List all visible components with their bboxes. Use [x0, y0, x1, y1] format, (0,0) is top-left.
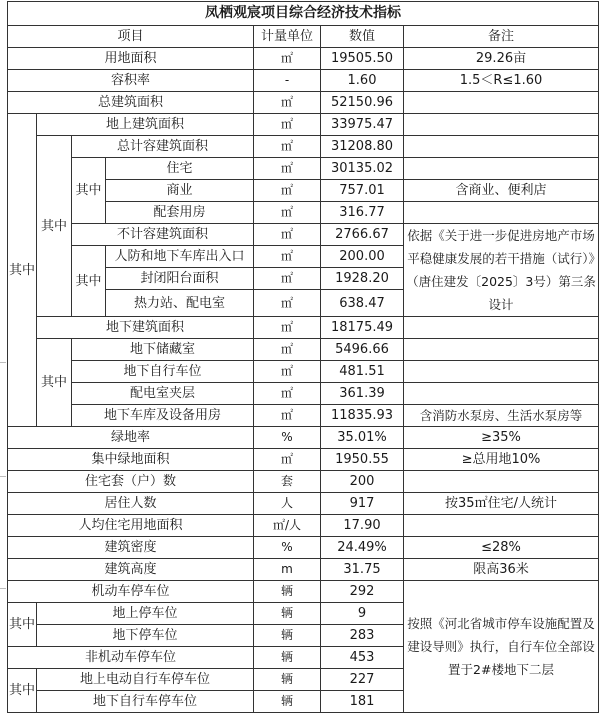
- row-note: [404, 158, 599, 180]
- row-item: 住宅套（户）数: [8, 471, 254, 493]
- row-item: 地下车库及设备用房: [72, 405, 254, 427]
- row-unit: ㎡: [254, 158, 321, 180]
- row-unit: ㎡: [254, 361, 321, 383]
- row-unit: ㎡: [254, 268, 321, 290]
- row-note: [404, 383, 599, 405]
- table-row: [8, 537, 599, 559]
- row-value: 17.90: [321, 515, 404, 537]
- row-item: 地下自行车位: [72, 361, 254, 383]
- table-row: [8, 471, 599, 493]
- row-item: 地下停车位: [37, 625, 254, 647]
- row-item: 地上停车位: [37, 603, 254, 625]
- row-value: 11835.93: [321, 405, 404, 427]
- row-value: 31208.80: [321, 136, 404, 158]
- row-unit: %: [254, 537, 321, 559]
- row-note: [404, 136, 599, 158]
- row-item: 地下储藏室: [72, 339, 254, 361]
- group-label: 其中: [72, 158, 106, 224]
- row-item: 地上电动自行车停车位: [37, 669, 254, 691]
- row-unit: %: [254, 427, 321, 449]
- row-value: 1950.55: [321, 449, 404, 471]
- row-item: 用地面积: [8, 48, 254, 70]
- page-edge-mark: [0, 588, 6, 589]
- table-title: 凤栖观宸项目综合经济技术指标: [8, 2, 599, 26]
- row-unit: ㎡: [254, 290, 321, 317]
- row-item: 地下自行车停车位: [37, 691, 254, 713]
- header-value: 数值: [321, 26, 404, 48]
- header-item: 项目: [8, 26, 254, 48]
- row-item: 绿地率: [8, 427, 254, 449]
- table-row: [8, 48, 599, 70]
- row-note: 含消防水泵房、生活水泵房等: [404, 405, 599, 427]
- row-unit: ㎡: [254, 246, 321, 268]
- row-unit: m: [254, 559, 321, 581]
- row-unit: ㎡: [254, 92, 321, 114]
- table-row: [8, 70, 599, 92]
- row-note: [404, 339, 599, 361]
- row-value: 24.49%: [321, 537, 404, 559]
- row-unit: ㎡: [254, 449, 321, 471]
- table-row: [8, 339, 599, 361]
- table-row: [8, 581, 599, 603]
- row-value: 181: [321, 691, 404, 713]
- group-label: 其中: [8, 603, 37, 647]
- row-item: 机动车停车位: [8, 581, 254, 603]
- row-value: 757.01: [321, 180, 404, 202]
- row-unit: ㎡: [254, 383, 321, 405]
- row-unit: 辆: [254, 691, 321, 713]
- row-unit: 辆: [254, 625, 321, 647]
- row-value: 31.75: [321, 559, 404, 581]
- table-row: [8, 559, 599, 581]
- table-row: [8, 114, 599, 136]
- table-row: [8, 383, 599, 405]
- row-unit: ㎡: [254, 317, 321, 339]
- group-label: 其中: [8, 669, 37, 713]
- row-value: 35.01%: [321, 427, 404, 449]
- table-row: [8, 405, 599, 427]
- row-note: 限高36米: [404, 559, 599, 581]
- row-note: [404, 471, 599, 493]
- row-value: 200.00: [321, 246, 404, 268]
- table-row: [8, 317, 599, 339]
- row-value: 19505.50: [321, 48, 404, 70]
- table-row: [8, 92, 599, 114]
- row-note: ≥总用地10%: [404, 449, 599, 471]
- row-value: 481.51: [321, 361, 404, 383]
- row-item: 建筑高度: [8, 559, 254, 581]
- table-row: [8, 493, 599, 515]
- row-note: [404, 361, 599, 383]
- row-item: 热力站、配电室: [106, 290, 254, 317]
- row-item: 总计容建筑面积: [72, 136, 254, 158]
- row-value: 18175.49: [321, 317, 404, 339]
- row-item: 集中绿地面积: [8, 449, 254, 471]
- row-value: 52150.96: [321, 92, 404, 114]
- row-unit: ㎡: [254, 48, 321, 70]
- page-edge-mark: [0, 476, 6, 477]
- row-item: 商业: [106, 180, 254, 202]
- row-unit: 辆: [254, 669, 321, 691]
- table-row: [8, 361, 599, 383]
- row-item: 封闭阳台面积: [106, 268, 254, 290]
- row-value: 5496.66: [321, 339, 404, 361]
- header-note: 备注: [404, 26, 599, 48]
- row-item: 配电室夹层: [72, 383, 254, 405]
- table-row: [8, 427, 599, 449]
- row-value: 200: [321, 471, 404, 493]
- row-unit: 辆: [254, 581, 321, 603]
- row-item: 配套用房: [106, 202, 254, 224]
- row-note: 依据《关于进一步促进房地产市场平稳健康发展的若干措施（试行）》（唐住建发〔2025〕3号）第三条设计: [404, 224, 599, 317]
- row-value: 1928.20: [321, 268, 404, 290]
- row-value: 361.39: [321, 383, 404, 405]
- row-note: 按照《河北省城市停车设施配置及建设导则》执行，自行车位全部设置于2#楼地下二层: [404, 581, 599, 713]
- row-item: 住宅: [106, 158, 254, 180]
- row-unit: ㎡: [254, 180, 321, 202]
- row-note: [404, 515, 599, 537]
- row-unit: ㎡: [254, 114, 321, 136]
- row-value: 283: [321, 625, 404, 647]
- row-item: 非机动车停车位: [8, 647, 254, 669]
- table-row: [8, 449, 599, 471]
- row-note: [404, 92, 599, 114]
- row-item: 容积率: [8, 70, 254, 92]
- row-unit: 人: [254, 493, 321, 515]
- row-value: 33975.47: [321, 114, 404, 136]
- row-note: ≥35%: [404, 427, 599, 449]
- row-note: 29.26亩: [404, 48, 599, 70]
- row-value: 1.60: [321, 70, 404, 92]
- row-note: [404, 202, 599, 224]
- table-row: [8, 136, 599, 158]
- row-unit: ㎡: [254, 224, 321, 246]
- row-item: 人防和地下车库出入口: [106, 246, 254, 268]
- row-item: 总建筑面积: [8, 92, 254, 114]
- row-value: 227: [321, 669, 404, 691]
- row-value: 2766.67: [321, 224, 404, 246]
- page-edge-mark: [0, 362, 6, 363]
- row-note: 1.5＜R≤1.60: [404, 70, 599, 92]
- row-value: 292: [321, 581, 404, 603]
- row-item: 不计容建筑面积: [72, 224, 254, 246]
- row-value: 316.77: [321, 202, 404, 224]
- row-note: [404, 114, 599, 136]
- row-unit: 辆: [254, 647, 321, 669]
- table-row: [8, 158, 599, 180]
- row-unit: ㎡/人: [254, 515, 321, 537]
- row-item: 地上建筑面积: [37, 114, 254, 136]
- row-note: [404, 317, 599, 339]
- row-item: 居住人数: [8, 493, 254, 515]
- row-item: 人均住宅用地面积: [8, 515, 254, 537]
- row-item: 建筑密度: [8, 537, 254, 559]
- table-row: [8, 224, 599, 246]
- row-unit: 套: [254, 471, 321, 493]
- header-row: [8, 26, 599, 48]
- group-label: 其中: [8, 114, 37, 427]
- row-unit: 辆: [254, 603, 321, 625]
- row-item: 地下建筑面积: [37, 317, 254, 339]
- row-note: 按35㎡住宅/人统计: [404, 493, 599, 515]
- group-label: 其中: [37, 136, 72, 317]
- row-value: 917: [321, 493, 404, 515]
- row-note: 含商业、便利店: [404, 180, 599, 202]
- row-unit: ㎡: [254, 405, 321, 427]
- row-value: 9: [321, 603, 404, 625]
- table-row: [8, 515, 599, 537]
- row-note: ≤28%: [404, 537, 599, 559]
- row-unit: ㎡: [254, 339, 321, 361]
- group-label: 其中: [72, 246, 106, 317]
- header-unit: 计量单位: [254, 26, 321, 48]
- row-value: 638.47: [321, 290, 404, 317]
- row-value: 30135.02: [321, 158, 404, 180]
- economic-indicators-table: [7, 1, 599, 713]
- row-unit: ㎡: [254, 136, 321, 158]
- row-unit: -: [254, 70, 321, 92]
- row-value: 453: [321, 647, 404, 669]
- row-unit: ㎡: [254, 202, 321, 224]
- group-label: 其中: [37, 339, 72, 427]
